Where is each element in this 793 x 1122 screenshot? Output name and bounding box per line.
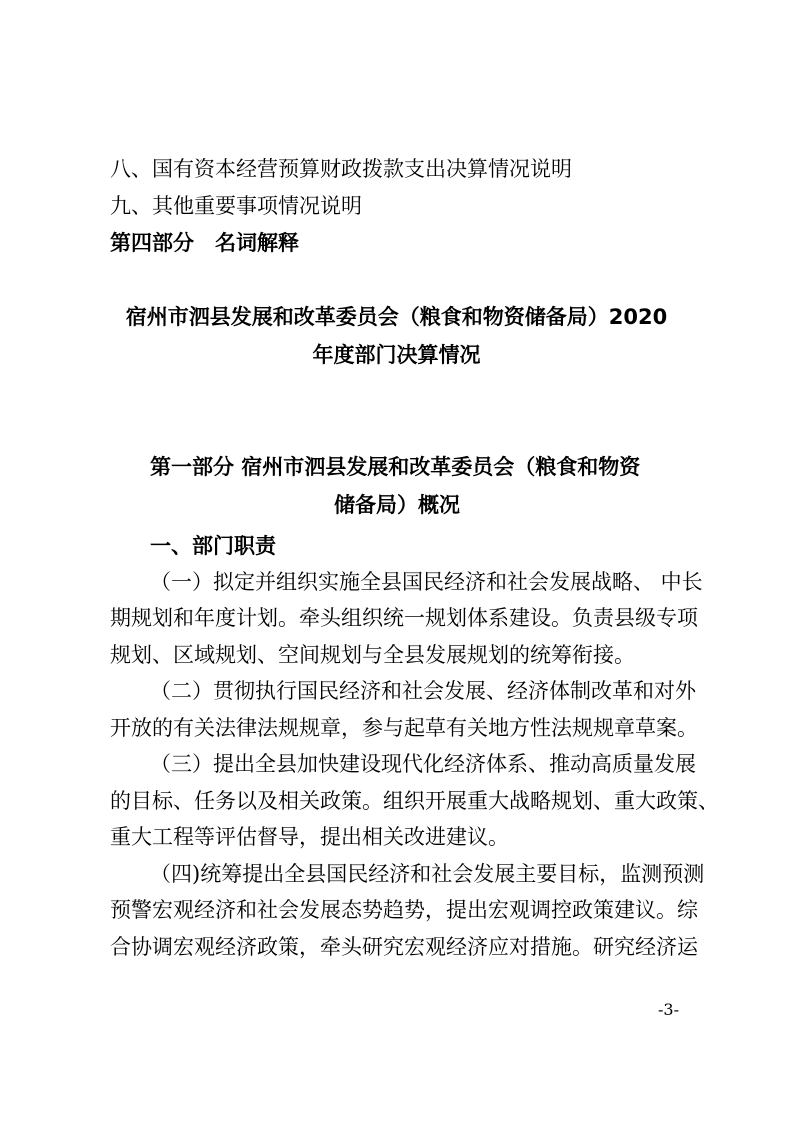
part1-heading-line-2: 储备局）概况 [334,493,460,517]
paragraph-line: 开放的有关法律法规规章，参与起草有关地方性法规规章草案。 [110,716,698,740]
paragraph-line: （一）拟定并组织实施全县国民经济和社会发展战略、 中长 [150,570,703,594]
toc-item-9: 九、其他重要事项情况说明 [110,194,362,218]
paragraph-line: 合协调宏观经济政策，牵头研究宏观经济应对措施。研究经济运 [110,935,698,959]
toc-item-8: 八、国有资本经营预算财政拨款支出决算情况说明 [110,157,572,181]
paragraph-line: 的目标、任务以及相关政策。组织开展重大战略规划、重大政策、 [110,789,719,813]
main-title-line-2: 年度部门决算情况 [312,343,481,367]
paragraph-line: 预警宏观经济和社会发展态势趋势，提出宏观调控政策建议。综 [110,898,698,922]
paragraph-line: （四)统筹提出全县国民经济和社会发展主要目标，监测预测 [150,862,705,886]
section-title-duties: 一、部门职责 [150,534,276,558]
toc-part-4: 第四部分 名词解释 [110,231,299,255]
paragraph-line: （三）提出全县加快建设现代化经济体系、推动高质量发展 [150,752,696,776]
paragraph-line: 期规划和年度计划。牵头组织统一规划体系建设。负责县级专项 [110,606,698,630]
paragraph-line: 规划、区域规划、空间规划与全县发展规划的统筹衔接。 [110,643,635,667]
page-number: -3- [658,1000,679,1019]
part1-heading-line-1: 第一部分 宿州市泗县发展和改革委员会（粮食和物资 [150,455,641,479]
main-title-line-1: 宿州市泗县发展和改革委员会（粮食和物资储备局）2020 [125,305,668,329]
paragraph-line: （二）贯彻执行国民经济和社会发展、经济体制改革和对外 [150,679,696,703]
paragraph-line: 重大工程等评估督导，提出相关改进建议。 [110,825,509,849]
